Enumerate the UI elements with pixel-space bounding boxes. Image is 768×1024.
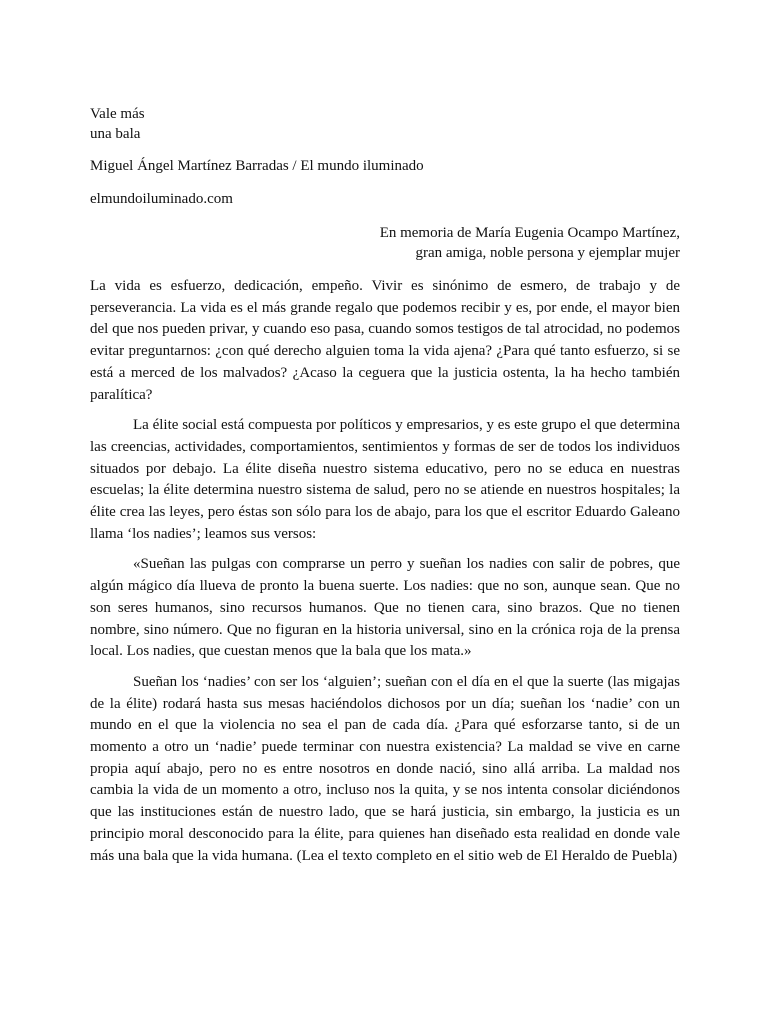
- dedication-line: En memoria de María Eugenia Ocampo Martínez,: [379, 225, 680, 241]
- quote-paragraph: «Sueñan las pulgas con comprarse un perro y sueñan los nadies con salir de pobres, que algún mágico día llueva de pronto la buena suerte. Los nadies: que no son, aunque sean. Que no son seres humanos, sino recursos humanos. Que no tienen cara, sino brazos. Que no tienen nombre, sino número. Que no figuran en la historia universal, sino en la crónica roja de la prensa local. Los nadies, que cuestan menos que la bala que los mata.»: [90, 556, 680, 660]
- body-paragraph: La vida es esfuerzo, dedicación, empeño. Vivir es sinónimo de esmero, de trabajo y de perseverancia. La vida es el más grande regalo que podemos recibir y es, por ende, el mayor bien del que nos pueden privar, y cuando eso pasa, cuando somos testigos de tal atrocidad, no podemos evitar preguntarnos: ¿con qué derecho alguien toma la vida ajena? ¿Para qué tanto esfuerzo, si se está a merced de los malvados? ¿Acaso la ceguera que la justicia ostenta, la ha hecho también paralítica?: [90, 278, 680, 403]
- title-line: Vale más: [90, 106, 145, 122]
- document-title: [90, 104, 680, 144]
- dedication-line: gran amiga, noble persona y ejemplar mujer: [415, 245, 680, 261]
- body-paragraph: La élite social está compuesta por políticos y empresarios, y es este grupo el que determina las creencias, actividades, comportamientos, sentimientos y formas de ser de todos los individuos situados por debajo. La élite diseña nuestro sistema educativo, pero no se educa en nuestras escuelas; la élite determina nuestro sistema de salud, pero no se atiende en nuestros hospitales; la élite crea las leyes, pero éstas son sólo para los de abajo, para los que el escritor Eduardo Galeano llama ‘los nadies’; leamos sus versos:: [90, 417, 680, 542]
- dedication: [90, 223, 680, 263]
- body-paragraph: Sueñan los ‘nadies’ con ser los ‘alguien’; sueñan con el día en el que la suerte (las migajas de la élite) rodará hasta sus mesas haciéndolos dichosos por un día; sueñan los ‘nadie’ con un mundo en el que la violencia no sea el pan de cada día. ¿Para qué esforzarse tanto, si de un momento a otro un ‘nadie’ puede terminar con nuestra existencia? La maldad se vive en carne propia aquí abajo, pero no es entre nosotros en donde nació, sino allá arriba. La maldad nos cambia la vida de un momento a otro, incluso nos la quita, y se nos intenta consolar diciéndonos que las instituciones están de nuestro lado, que se hará justicia, sin embargo, la justicia es un principio moral desconocido para la élite, para quienes han diseñado esta realidad en donde vale más una bala que la vida humana. (Lea el texto completo en el sitio web de El Heraldo de Puebla): [90, 673, 680, 864]
- author-line: Miguel Ángel Martínez Barradas / El mundo iluminado: [90, 158, 424, 174]
- title-line: una bala: [90, 126, 141, 142]
- website-text: elmundoiluminado.com: [90, 191, 233, 207]
